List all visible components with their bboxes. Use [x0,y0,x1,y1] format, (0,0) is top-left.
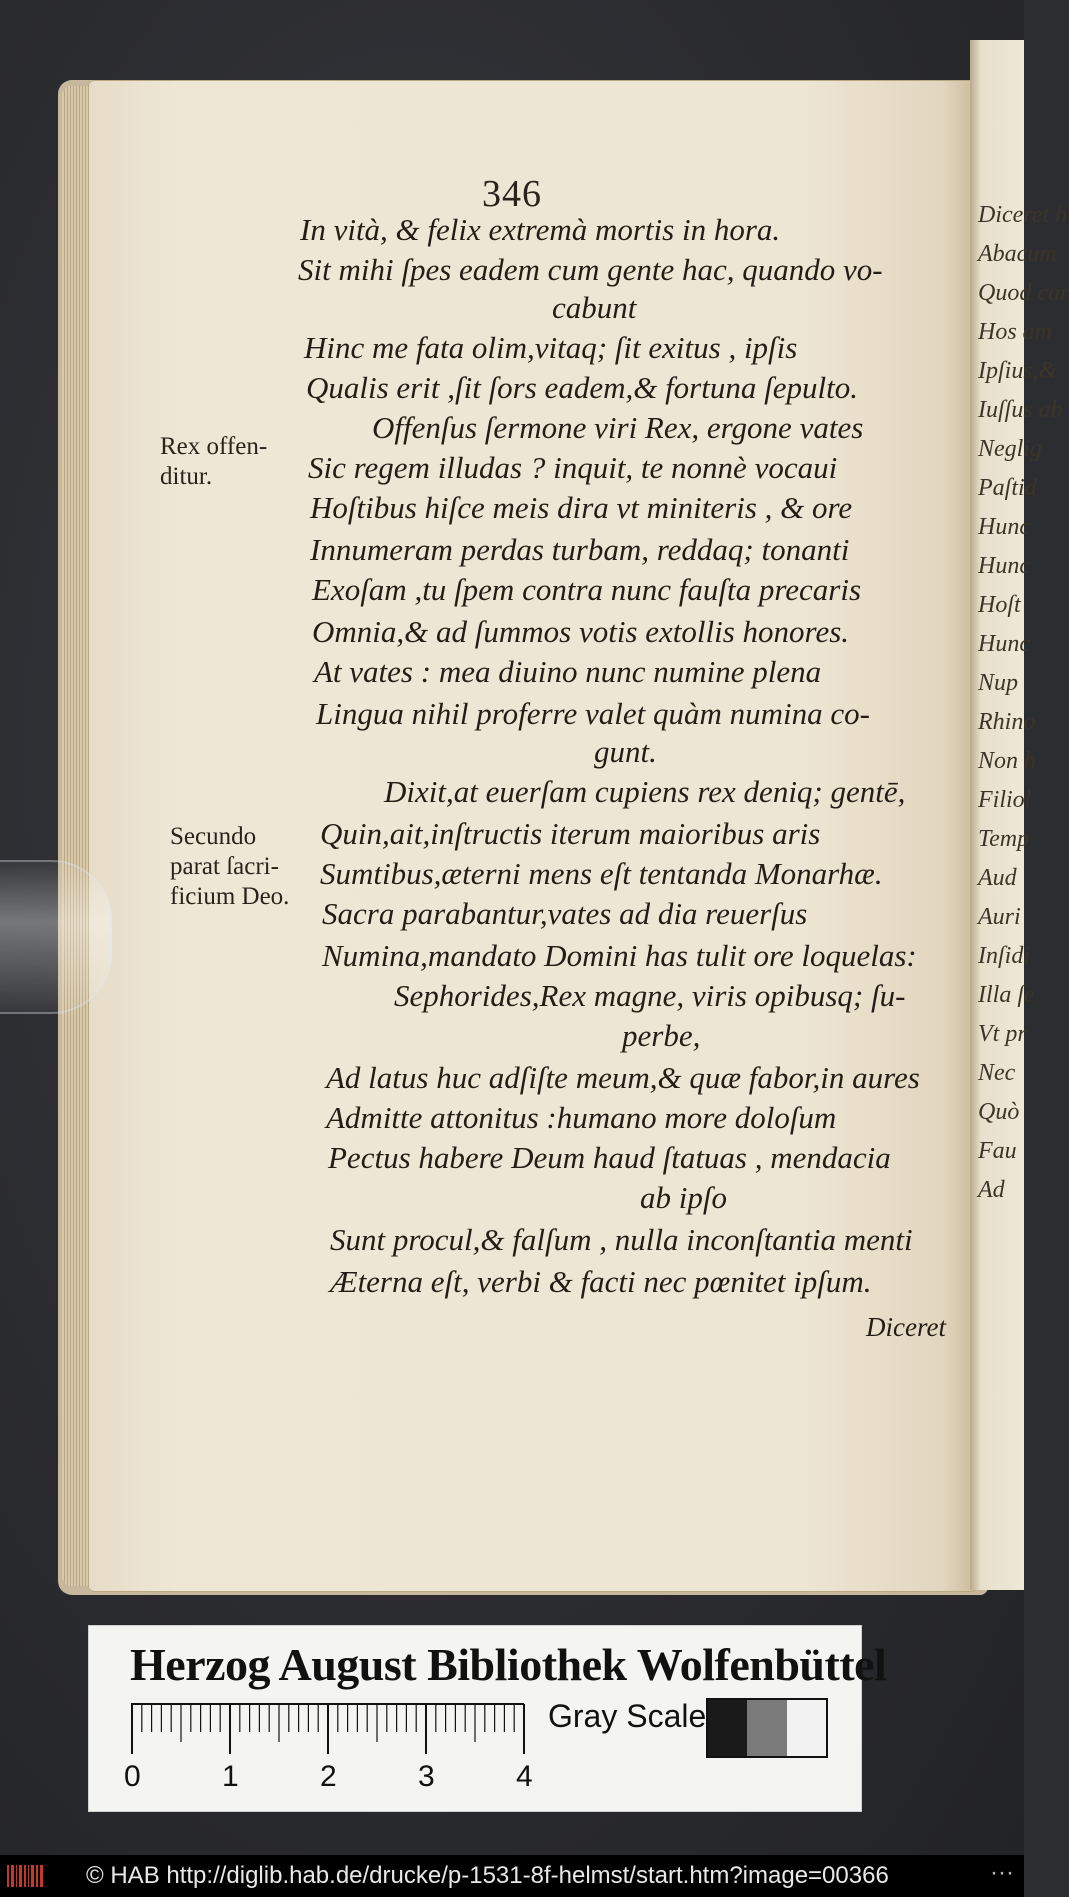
facing-page-fragment: Auri [978,904,1021,930]
text-line: Sit mihi ſpes eadem cum gente hac, quando vo- [298,252,883,287]
margin-note-line: Rex offen- [160,433,268,460]
footer-bar [0,1855,1024,1897]
gray-scale-label: Gray Scale [548,1698,707,1734]
text-line: Hinc me fata olim,vitaq; ſit exitus , ipſis [304,330,798,365]
text-line: Æterna eſt, verbi & facti nec pœnitet ipſum. [330,1264,872,1299]
facing-page-fragment: Rhino [978,709,1036,735]
facing-page-fragment: Quod car [978,280,1069,306]
text-line: Sic regem illudas ? inquit, te nonnè vocaui [308,450,838,485]
copyright-url[interactable]: © HAB http://diglib.hab.de/drucke/p-1531-8f-helmst/start.htm?image=00366 [86,1862,889,1889]
facing-page-fragment: Nup [978,670,1019,696]
facing-page-fragment: Quò [978,1099,1020,1125]
facing-page-fragment: Non h [978,748,1037,774]
facing-page-fragment: Illa ſe [978,982,1035,1008]
facing-page-fragment: Filiol [978,787,1032,813]
text-line: Admitte attonitus :humano more doloſum [326,1100,837,1135]
text-line: Innumeram perdas turbam, reddaq; tonanti [310,532,850,567]
facing-page-fragment: Iuſſus ab [978,397,1063,423]
library-name: Herzog August Bibliothek Wolfenbüttel [130,1639,887,1690]
text-line: Lingua nihil proferre valet quàm numina co- [316,696,870,731]
text-line: At vates : mea diuino nunc numine plena [314,654,822,689]
text-line: gunt. [594,734,657,769]
text-line: cabunt [552,290,637,325]
glass-clamp-reflection [0,860,112,1014]
ruler-number: 3 [418,1760,435,1793]
facing-page-fragment: Fau [978,1138,1017,1164]
text-line: Hoſtibus hiſce meis dira vt miniteris , & ore [310,490,853,525]
facing-page-fragment: Paſtid [978,475,1037,501]
text-line: ab ipſo [640,1180,727,1215]
margin-note [160,432,267,492]
text-line: Sacra parabantur,vates ad dia reuerſus [322,896,808,931]
facing-page-fragment: Hunc [978,631,1030,657]
page-number: 346 [482,173,542,215]
gray-swatch [787,1700,826,1756]
gray-scale-swatches [706,1698,828,1758]
margin-note-line: ditur. [160,463,213,490]
facing-page-fragment: Hos am [978,319,1053,345]
facing-page-fragment: Neglig [978,436,1042,462]
gray-swatch [747,1700,786,1756]
text-line: Pectus habere Deum haud ſtatuas , mendacia [328,1140,891,1175]
gray-swatch [708,1700,747,1756]
facing-page-fragment: Inſidi [978,943,1030,969]
text-line: Omnia,& ad ſummos votis extollis honores. [312,614,850,649]
text-line: Exoſam ,tu ſpem contra nunc fauſta precaris [312,572,862,607]
facing-page-fragment: Aud [978,865,1017,891]
facing-page-fragment: Temp [978,826,1030,852]
facing-page-fragment: Abacum [978,241,1057,267]
text-line: Sephorides,Rex magne, viris opibusq; ſu- [394,978,906,1013]
text-line: In vità, & felix extremà mortis in hora. [300,212,781,247]
facing-page-fragment: Hunc [978,553,1030,579]
facing-page-fragment: Nec [978,1060,1016,1086]
margin-note [170,822,289,912]
facing-page-fragment: Ipſius,& [978,358,1058,384]
more-icon[interactable]: ··· [990,1859,1014,1886]
text-line: Dixit,at euerſam cupiens rex deniq; gentē, [384,774,906,809]
text-line: Offenſus ſermone viri Rex, ergone vates [372,410,864,445]
scale-ruler [131,1702,524,1754]
text-line: Sunt procul,& falſum , nulla inconſtantia menti [330,1222,913,1257]
margin-note-line: Secundo [170,823,257,850]
text-line: Qualis erit ,ſit ſors eadem,& fortuna ſepulto. [306,370,858,405]
text-line: Numina,mandato Domini has tulit ore loquelas: [322,938,917,973]
facing-page-fragment: Diceret h [978,202,1068,228]
facing-page-fragment: Vt pr [978,1021,1027,1047]
facing-page-fragment: Hunc [978,514,1030,540]
text-line: perbe, [622,1018,701,1053]
catchword: Diceret [866,1312,946,1342]
ruler-number: 4 [516,1760,533,1793]
text-line: Sumtibus,æterni mens eſt tentanda Monarhæ. [320,856,883,891]
facing-page-strip [970,40,1069,1590]
text-line: Quin,ait,inſtructis iterum maioribus aris [320,816,821,851]
facing-page-fragment: Ad [978,1177,1005,1203]
ruler-number: 1 [222,1760,239,1793]
margin-note-line: ficium Deo. [170,883,290,910]
ruler-number: 0 [124,1760,141,1793]
facing-page-fragment: Hoſt [978,592,1021,618]
hab-barcode-logo-icon [6,1863,46,1889]
margin-note-line: parat ſacri- [170,853,279,880]
text-line: Ad latus huc adſiſte meum,& quæ fabor,in aures [326,1060,920,1095]
ruler-number: 2 [320,1760,337,1793]
